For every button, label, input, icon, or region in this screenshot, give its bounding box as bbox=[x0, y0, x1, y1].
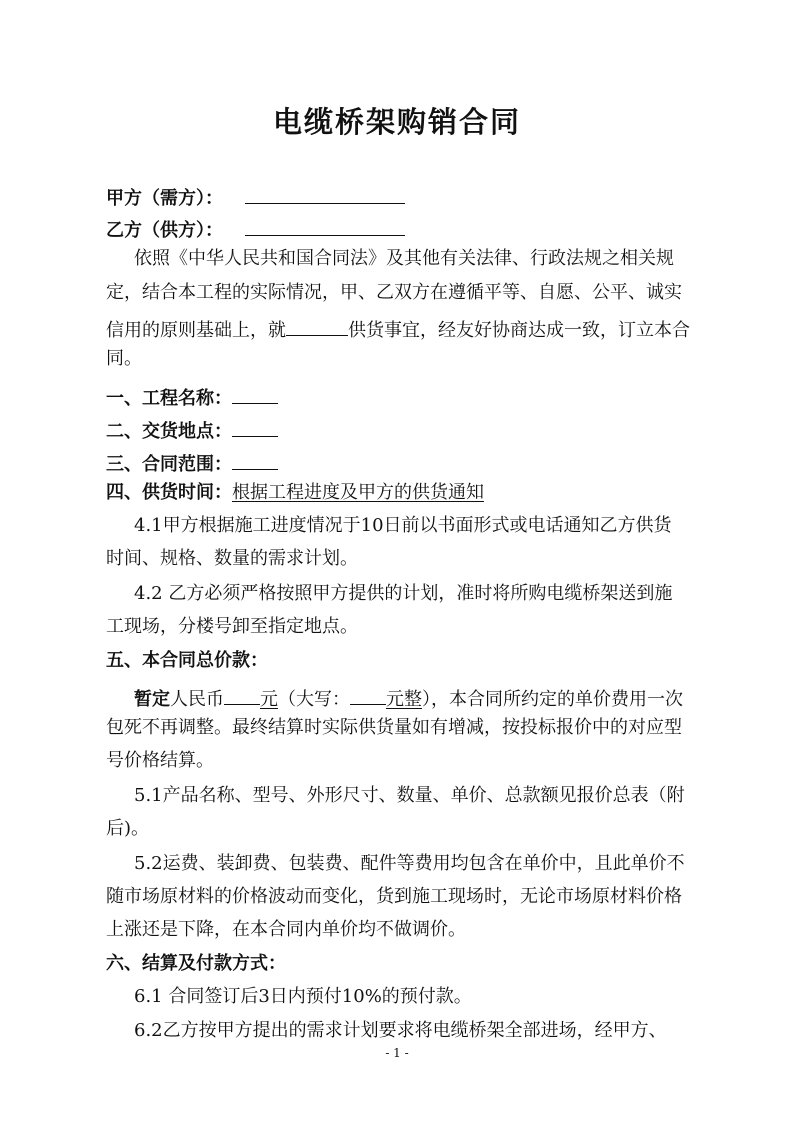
clause-5-1-line-2: 后)。 bbox=[106, 818, 150, 839]
price-rmb-label: 人民币 bbox=[170, 689, 224, 710]
section-3-blank bbox=[232, 449, 278, 470]
party-b-label: 乙方（供方）： bbox=[106, 220, 223, 241]
section-4-label: 四、供货时间： bbox=[106, 482, 232, 503]
intro-line-1: 依照《中华人民共和国合同法》及其他有关法律、行政法规之相关规 bbox=[134, 248, 674, 269]
intro-line-3b: 供货事宜，经友好协商达成一致，订立本合 bbox=[348, 320, 690, 341]
clause-5-2-line-1: 5.2运费、装卸费、包装费、配件等费用均包含在单价中，且此单价不 bbox=[134, 853, 685, 874]
section-2-blank bbox=[232, 416, 278, 437]
section-3 bbox=[106, 449, 706, 476]
party-a-row bbox=[106, 183, 706, 210]
section-2-label: 二、交货地点： bbox=[106, 421, 232, 442]
clause-6-2-line-1: 6.2乙方按甲方提出的需求计划要求将电缆桥架全部进场，经甲方、 bbox=[134, 1020, 667, 1041]
price-tentative: 暂定 bbox=[134, 689, 170, 710]
party-b-blank bbox=[245, 215, 405, 236]
price-line-1 bbox=[134, 684, 734, 711]
party-a-label: 甲方（需方）： bbox=[106, 188, 223, 209]
section-2 bbox=[106, 416, 706, 443]
intro-line-3a: 信用的原则基础上，就 bbox=[106, 320, 286, 341]
clause-4-2-line-1: 4.2 乙方必须严格按照甲方提供的计划，准时将所购电缆桥架送到施 bbox=[134, 583, 673, 604]
price-capital-label: （大写： bbox=[278, 689, 350, 710]
section-1-label: 一、工程名称： bbox=[106, 388, 232, 409]
section-4 bbox=[106, 482, 706, 504]
price-yuan-zheng: 元整 bbox=[386, 689, 422, 710]
section-1 bbox=[106, 383, 706, 410]
section-1-blank bbox=[232, 383, 278, 404]
price-line-3: 号价格结算。 bbox=[106, 750, 214, 771]
clause-4-1-line-2: 时间、规格、数量的需求计划。 bbox=[106, 548, 358, 569]
page-number: - 1 - bbox=[385, 1046, 409, 1060]
section-5: 五、本合同总价款： bbox=[106, 650, 268, 671]
price-amount-blank bbox=[224, 684, 260, 705]
price-rest: ），本合同所约定的单价费用一次 bbox=[422, 689, 683, 710]
intro-blank bbox=[286, 315, 348, 336]
clause-4-2-line-2: 工现场，分楼号卸至指定地点。 bbox=[106, 616, 358, 637]
clause-5-2-line-3: 上涨还是下降，在本合同内单价均不做调价。 bbox=[106, 919, 466, 940]
price-line-2: 包死不再调整。最终结算时实际供货量如有增减，按投标报价中的对应型 bbox=[106, 717, 682, 738]
document-title: 电缆桥架购销合同 bbox=[272, 105, 521, 139]
price-yuan: 元 bbox=[260, 689, 278, 710]
intro-line-4: 同。 bbox=[106, 348, 142, 369]
intro-line-2: 定，结合本工程的实际情况，甲、乙双方在遵循平等、自愿、公平、诚实 bbox=[106, 282, 682, 303]
clause-4-1-line-1: 4.1甲方根据施工进度情况于10日前以书面形式或电话通知乙方供货 bbox=[134, 515, 672, 536]
section-6: 六、结算及付款方式： bbox=[106, 953, 286, 974]
party-b-row bbox=[106, 215, 706, 242]
party-a-blank bbox=[245, 183, 405, 204]
clause-5-1-line-1: 5.1产品名称、型号、外形尺寸、数量、单价、总款额见报价总表（附 bbox=[134, 785, 685, 806]
clause-5-2-line-2: 随市场原材料的价格波动而变化，货到施工现场时，无论市场原材料价格 bbox=[106, 886, 682, 907]
section-4-value: 根据工程进度及甲方的供货通知 bbox=[232, 482, 484, 503]
section-3-label: 三、合同范围： bbox=[106, 454, 232, 475]
clause-6-1: 6.1 合同签订后3日内预付10%的预付款。 bbox=[134, 986, 472, 1007]
price-capital-blank bbox=[350, 684, 386, 705]
intro-line-3 bbox=[106, 315, 706, 342]
